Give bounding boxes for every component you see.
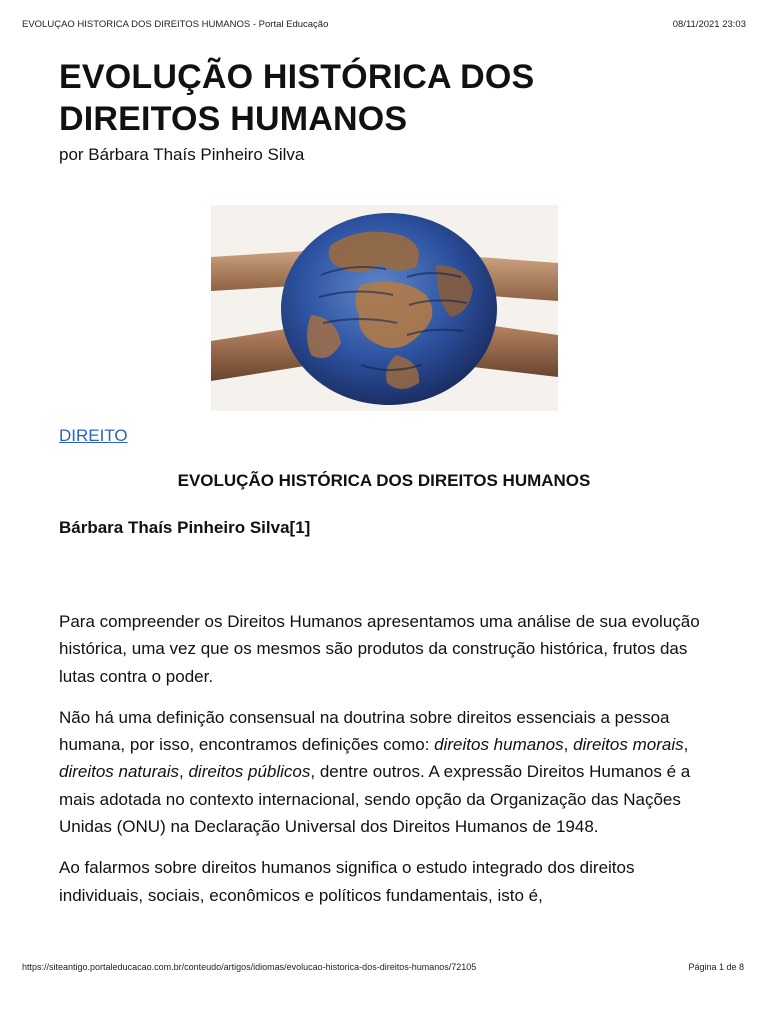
paragraph-2 [59,704,723,840]
paragraph-2-text-a: Não há uma definição consensual na doutrina sobre direitos essenciais a pessoa humana, por isso, encontramos definições como: [59,707,670,755]
paragraph-2-text-b: , dentre outros. A expressão Direitos Humanos é a mais adotada no contexto internacional, sendo opção da Organização das Nações Unidas (ONU) na Declaração Universal dos Direitos Humanos de 1948. [59,762,691,837]
article-body [59,608,723,909]
print-footer-url: https://siteantigo.portaleducacao.com.br/conteudo/artigos/idiomas/evolucao-historica-dos-direitos-humanos/72105 [22,962,477,972]
page-title-line-1: EVOLUÇÃO HISTÓRICA DOS [59,58,535,96]
author-line: Bárbara Thaís Pinheiro Silva[1] [59,518,311,537]
paragraph-2-italic-2: direitos morais [573,735,684,755]
article-header [59,56,719,165]
print-header-title: EVOLUÇAO HISTORICA DOS DIREITOS HUMANOS - Portal Educação [22,19,329,30]
paragraph-2-italic-4: direitos públicos [188,762,311,782]
page-title-line-2: DIREITOS HUMANOS [59,100,408,138]
print-footer [0,958,768,978]
print-footer-page-number: Página 1 de 8 [688,962,744,972]
hands-globe-illustration [211,205,558,411]
page-title [59,56,719,140]
paragraph-2-sep-1: , [563,735,574,755]
article-heading: EVOLUÇÃO HISTÓRICA DOS DIREITOS HUMANOS [177,471,591,490]
byline: por Bárbara Thaís Pinheiro Silva [59,145,305,164]
paragraph-2-sep-2: , [683,735,689,755]
paragraph-1: Para compreender os Direitos Humanos apresentamos uma análise de sua evolução histórica, uma vez que os mesmos são produtos da construção histórica, frutos das lutas contra o poder. [59,612,700,686]
print-header [0,0,768,40]
paragraph-2-italic-3: direitos naturais [59,762,180,782]
paragraph-2-italic-1: direitos humanos [434,735,564,755]
print-header-datetime: 08/11/2021 23:03 [672,19,746,30]
hero-image-hands-world-map [211,205,558,411]
paragraph-3: Ao falarmos sobre direitos humanos significa o estudo integrado dos direitos individuais, sociais, econômicos e políticos fundamentais, isto é, [59,858,635,905]
category-link-direito[interactable]: DIREITO [59,426,128,445]
paragraph-2-sep-3: , [179,762,189,782]
